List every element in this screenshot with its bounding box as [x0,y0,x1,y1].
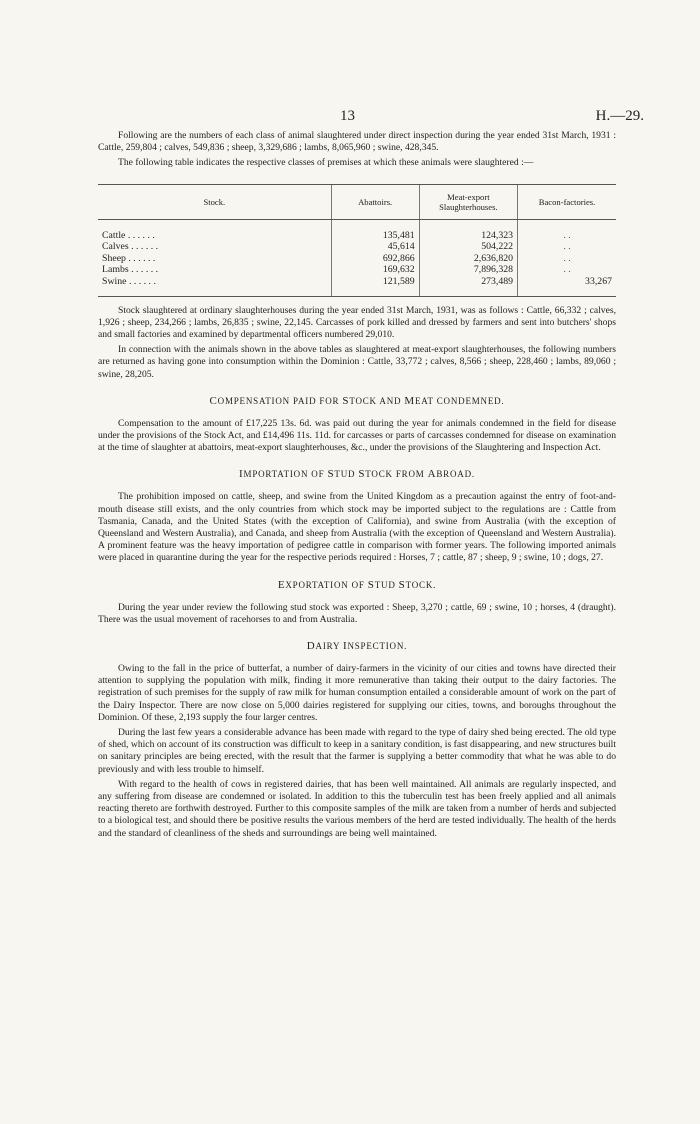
paragraph-slaughter-totals: Following are the numbers of each class of animal slaughtered under direct inspection during the year ended 31st March, 1931 : Cattle, 259,804 ; calves, 549,836 ; sheep, 3,329,686 ; lambs, 8,065,960 ; swine, 428,345. [98,130,616,154]
cell-abattoirs: 121,589 [331,276,419,296]
page-number: 13 [340,108,355,124]
cell-meat-export: 273,489 [419,276,517,296]
paragraph-dairy-sheds: During the last few years a considerable advance has been made with regard to the type of dairy shed being erected. The old type of shed, which on account of its construction was difficult to keep in a sanitary condition, is fast disappearing, and new structures built on sanitary principles are being erected, with the result that the farmer is supplying a better commodity that what he was able to do previously and with less trouble to himself. [98,727,616,775]
cell-meat-export: 504,222 [419,241,517,253]
leader-dots: . . . . . . [131,264,159,276]
document-body [98,130,616,840]
paragraph-domestic-consumption: In connection with the animals shown in the above tables as slaughtered at meat-export slaughterhouses, the following numbers are returned as having gone into consumption within the Dominion : Cattle, 33,772 ; calves, 8,566 ; sheep, 228,460 ; lambs, 89,060 ; swine, 28,205. [98,344,616,380]
slaughter-table [98,184,616,297]
cell-bacon: . . [518,230,616,242]
leader-dots: . . . . . . [128,275,156,287]
table-row [98,276,616,296]
row-label: Calves [102,241,129,253]
header-meat-export: Meat-export Slaughterhouses. [419,184,517,219]
paragraph-dairy-registration: Owing to the fall in the price of butterfat, a number of dairy-farmers in the vicinity of our cities and towns have directed their attention to supplying the population with milk, finding it more remunerative than taking their output to the dairy factories. The registration of such premises for the supply of raw milk for human consumption entailed a considerable amount of work on the part of the Dairy Inspector. There are now close on 5,000 dairies registered for supplying our cities, towns, and boroughs throughout the Dominion. Of these, 2,193 supply the four larger centres. [98,663,616,723]
table-row [98,230,616,242]
paragraph-ordinary-slaughterhouses: Stock slaughtered at ordinary slaughterhouses during the year ended 31st March, 1931, was as follows : Cattle, 66,332 ; calves, 1,926 ; sheep, 234,266 ; lambs, 26,835 ; swine, 22,145. Carcasses of pork killed and dressed by farmers and sent into butchers' shops and small factories and examined by departmental officers numbered 29,010. [98,304,616,340]
heading-exportation: EXPORTATION OF STUD STOCK. [277,578,437,591]
paragraph-exportation: During the year under review the following stud stock was exported : Sheep, 3,270 ; cattle, 69 ; swine, 10 ; horses, 4 (draught). There was the usual movement of racehorses to and from Australia. [98,601,616,625]
cell-abattoirs: 169,632 [331,264,419,276]
table-row [98,241,616,253]
header-abattoirs: Abattoirs. [331,184,419,219]
row-label: Sheep [102,252,126,264]
leader-dots: . . . . . . [127,229,155,241]
cell-abattoirs: 135,481 [331,230,419,242]
leader-dots: . . . . . . [131,241,159,253]
paragraph-herd-health: With regard to the health of cows in registered dairies, that has been well maintained. All animals are regularly inspected, and any suffering from disease are condemned or isolated. In addition to this the tuberculin test has been freely applied and all animals reacting thereto are forthwith destroyed. Further to this composite samples of the milk are taken from a number of herds and subjected to a biological test, and should there be positive results the various members of the herd are tested individually. The health of the herds and the standard of cleanliness of the sheds and surroundings are being well maintained. [98,778,616,839]
row-label: Cattle [102,229,126,241]
cell-meat-export: 2,636,820 [419,253,517,265]
heading-compensation: COMPENSATION PAID FOR STOCK AND MEAT CONDEMNED. [209,394,505,407]
header-bacon-factories: Bacon-factories. [518,184,616,219]
table-header-row [98,184,616,219]
header-stock: Stock. [98,184,331,219]
cell-abattoirs: 692,866 [331,253,419,265]
cell-bacon: . . [518,264,616,276]
report-reference: H.—29. [595,108,644,124]
row-label: Lambs [102,264,129,276]
cell-meat-export: 7,896,328 [419,264,517,276]
paragraph-importation: The prohibition imposed on cattle, sheep, and swine from the United Kingdom as a precaution against the entry of foot-and-mouth disease still exists, and the only countries from which stock may be imported subject to the regulations are : Cattle from Tasmania, Canada, and the United States (with the exception of California), and swine from Australia (with the exception of Queensland and Western Australia), and Canada, and sheep from Australia (with the exception of Queensland and Western Australia). A prominent feature was the heavy importation of pedigree cattle in comparison with former years. The following imported animals were placed in quarantine during the year for the respective periods required : Horses, 7 ; cattle, 87 ; sheep, 9 ; swine, 10 ; dogs, 27. [98,491,616,564]
row-label: Swine [102,275,127,287]
cell-bacon: 33,267 [518,276,616,296]
table-row [98,253,616,265]
heading-dairy-inspection: DAIRY INSPECTION. [306,640,408,653]
cell-bacon: . . [518,241,616,253]
cell-meat-export: 124,323 [419,230,517,242]
paragraph-table-intro: The following table indicates the respective classes of premises at which these animals were slaughtered :— [118,157,534,169]
leader-dots: . . . . . . [128,252,156,264]
paragraph-compensation: Compensation to the amount of £17,225 13s. 6d. was paid out during the year for animals condemned in the field for disease under the provisions of the Stock Act, and £14,496 11s. 11d. for carcasses or parts of carcasses condemned for disease on examination at the time of slaughter at abattoirs, meat-export slaughterhouses, &c., under the provisions of the Slaughtering and Inspection Act. [98,417,616,454]
heading-importation: IMPORTATION OF STUD STOCK FROM ABROAD. [239,468,475,481]
cell-bacon: . . [518,253,616,265]
cell-abattoirs: 45,614 [331,241,419,253]
table-row [98,264,616,276]
